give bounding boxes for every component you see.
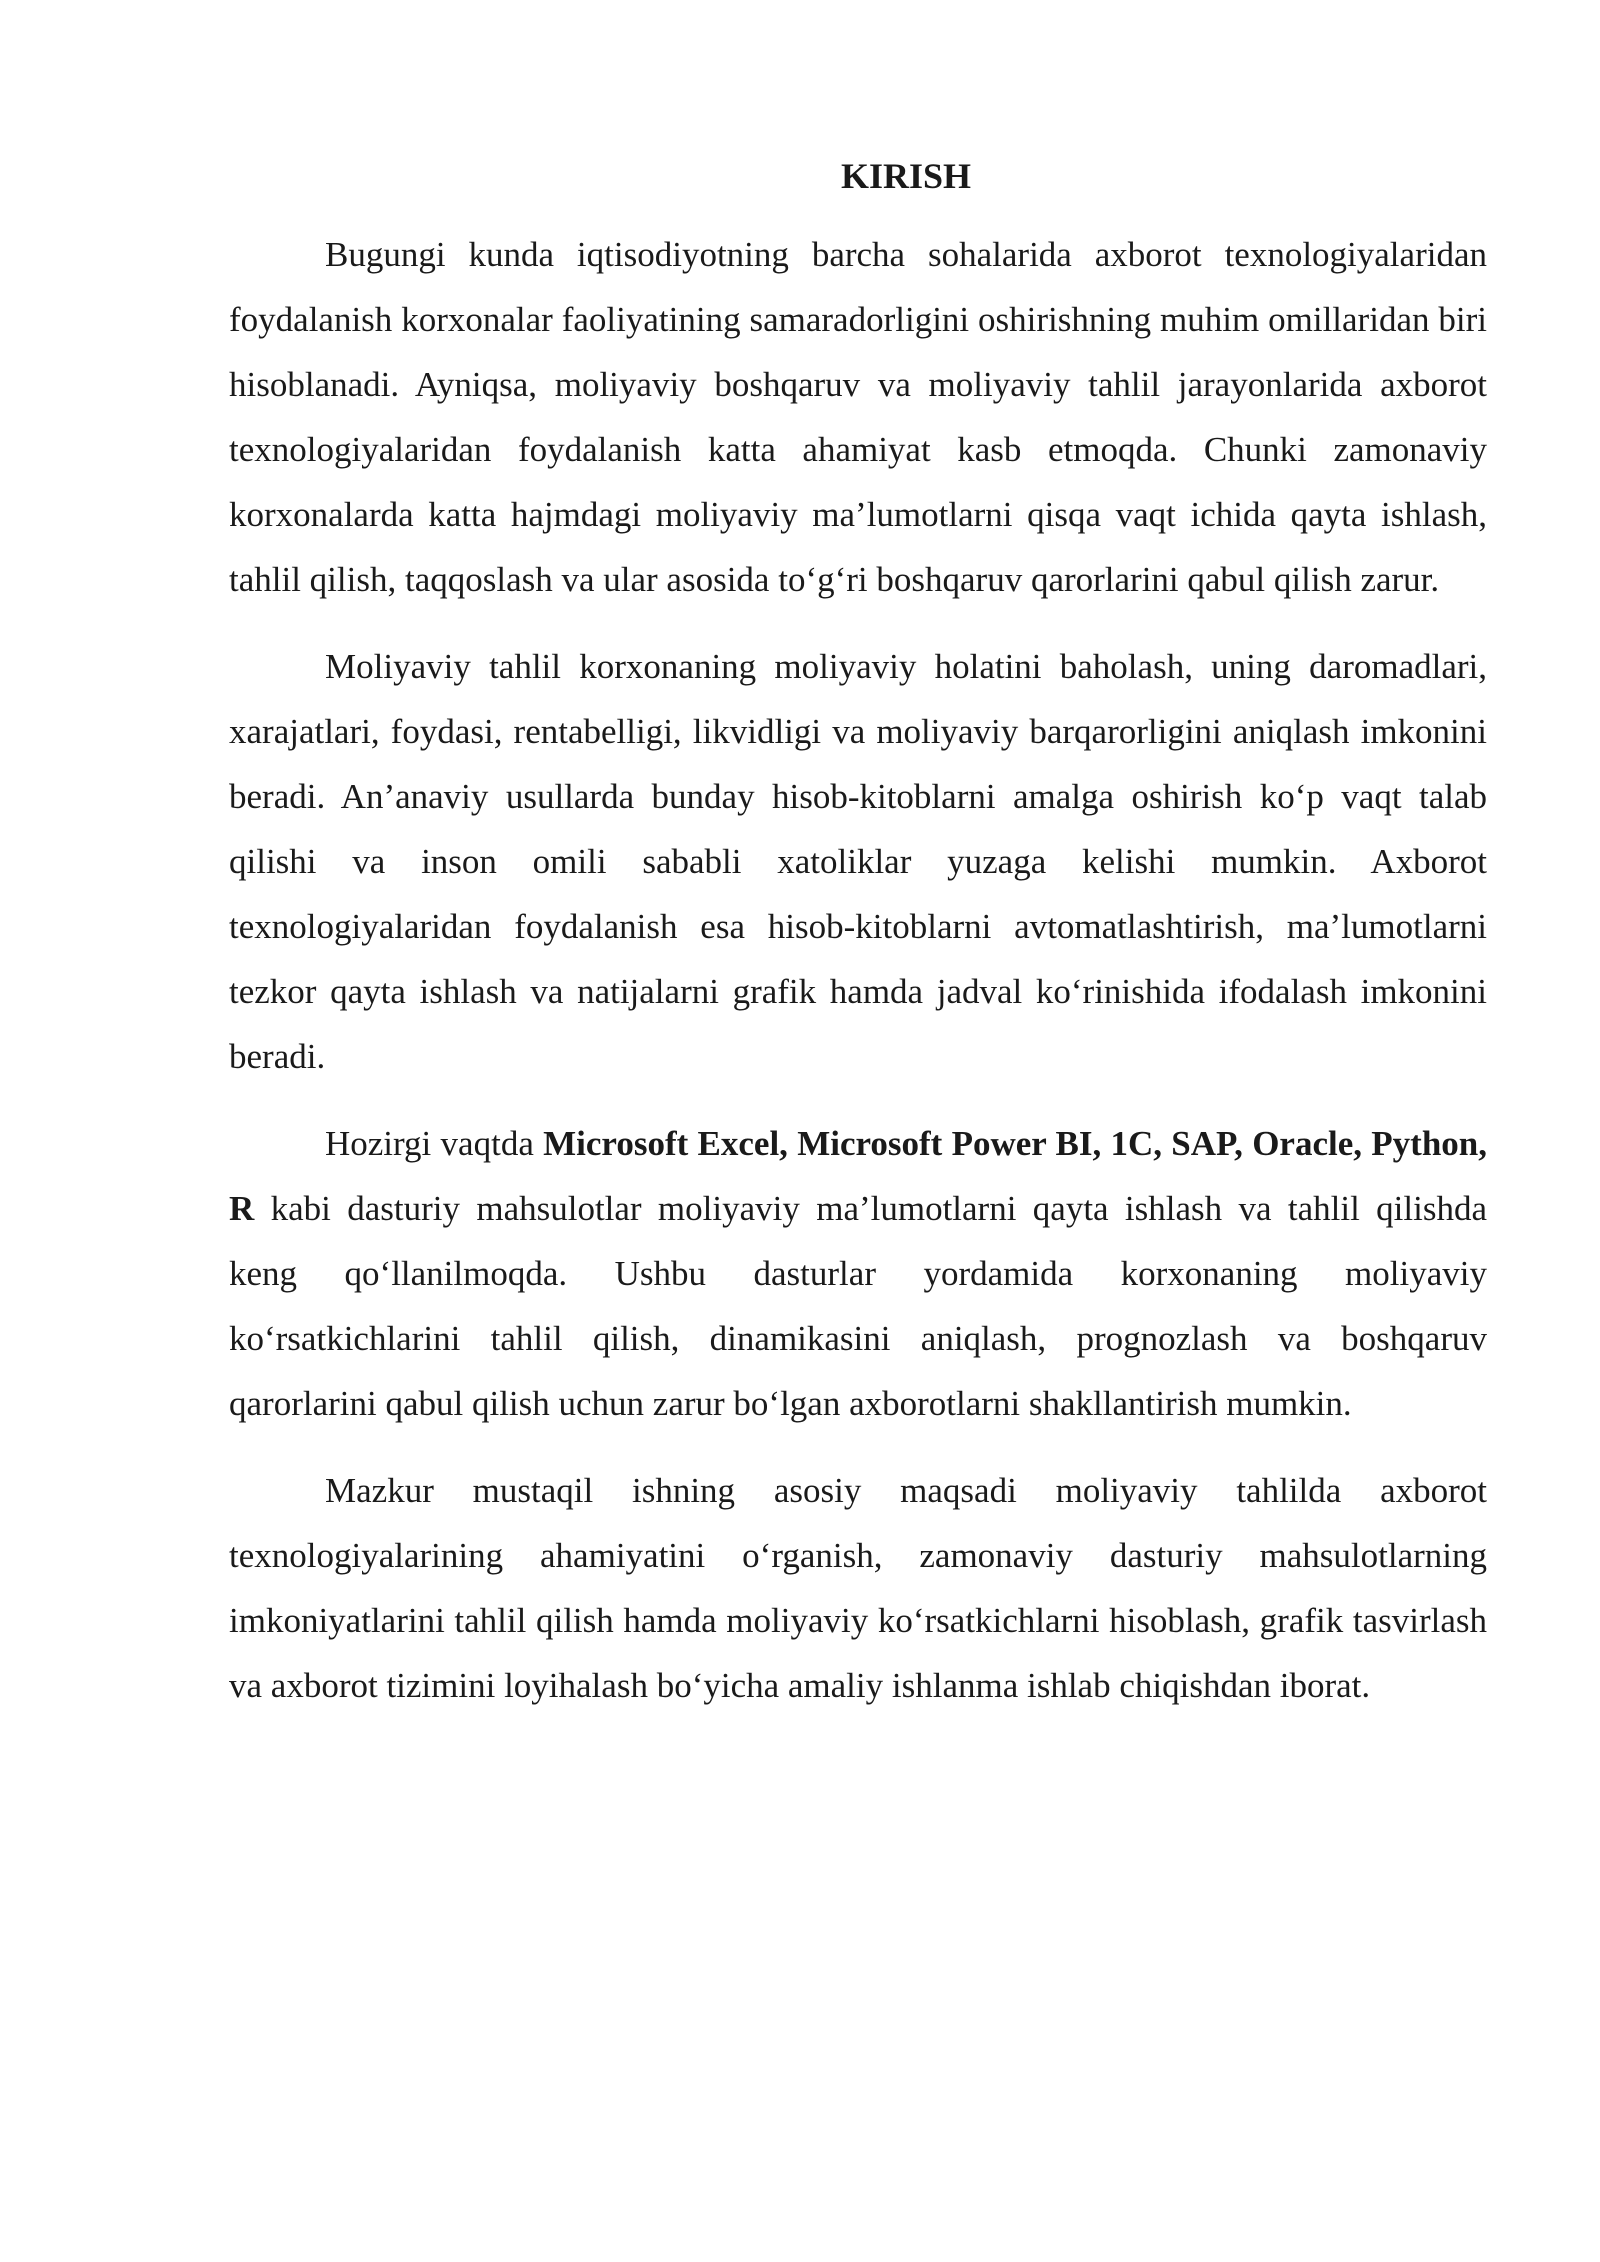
section-heading: KIRISH <box>840 156 972 196</box>
paragraph-3-lead: Hozirgi vaqtda <box>325 1124 544 1163</box>
paragraph-4: Mazkur mustaqil ishning asosiy maqsadi moliyaviy tahlilda axborot texnologiyalarining ahamiyatini o‘rganish, zamonaviy dasturiy mahsulotlarning imkoniyatlarini tahlil qilish hamda moliyaviy ko‘rsatkichlarni hisoblash, grafik tasvirlash va axborot tizimini loyihalash bo‘yicha amaliy ishlanma ishlab chiqishdan iborat. <box>229 1471 1487 1705</box>
document-body <box>229 150 1487 1740</box>
software-list: Microsoft Excel, Microsoft Power BI, 1C, SAP, Oracle, Python, R <box>229 1124 1488 1228</box>
paragraph-2: Moliyaviy tahlil korxonaning moliyaviy holatini baholash, uning daromadlari, xarajatlari, foydasi, rentabelligi, likvidligi va moliyaviy barqarorligini aniqlash imkonini beradi. An’anaviy usullarda bunday hisob-kitoblarni amalga oshirish ko‘p vaqt talab qilishi va inson omili sababli xatoliklar yuzaga kelishi mumkin. Axborot texnologiyalaridan foydalanish esa hisob-kitoblarni avtomatlashtirish, ma’lumotlarni tezkor qayta ishlash va natijalarni grafik hamda jadval ko‘rinishida ifodalash imkonini beradi. <box>229 647 1487 1076</box>
paragraph-3-rest: kabi dasturiy mahsulotlar moliyaviy ma’lumotlarni qayta ishlash va tahlil qilishda keng qo‘llanilmoqda. Ushbu dasturlar yordamida korxonaning moliyaviy ko‘rsatkichlarini tahlil qilish, dinamikasini aniqlash, prognozlash va boshqaruv qarorlarini qabul qilish uchun zarur bo‘lgan axborotlarni shakllantirish mumkin. <box>229 1189 1487 1423</box>
paragraph-1: Bugungi kunda iqtisodiyotning barcha sohalarida axborot texnologiyalaridan foydalanish korxonalar faoliyatining samaradorligini oshirishning muhim omillaridan biri hisoblanadi. Ayniqsa, moliyaviy boshqaruv va moliyaviy tahlil jarayonlarida axborot texnologiyalaridan foydalanish katta ahamiyat kasb etmoqda. Chunki zamonaviy korxonalarda katta hajmdagi moliyaviy ma’lumotlarni qisqa vaqt ichida qayta ishlash, tahlil qilish, taqqoslash va ular asosida to‘g‘ri boshqaruv qarorlarini qabul qilish zarur. <box>229 235 1487 599</box>
paragraph-3 <box>229 1111 1487 1436</box>
